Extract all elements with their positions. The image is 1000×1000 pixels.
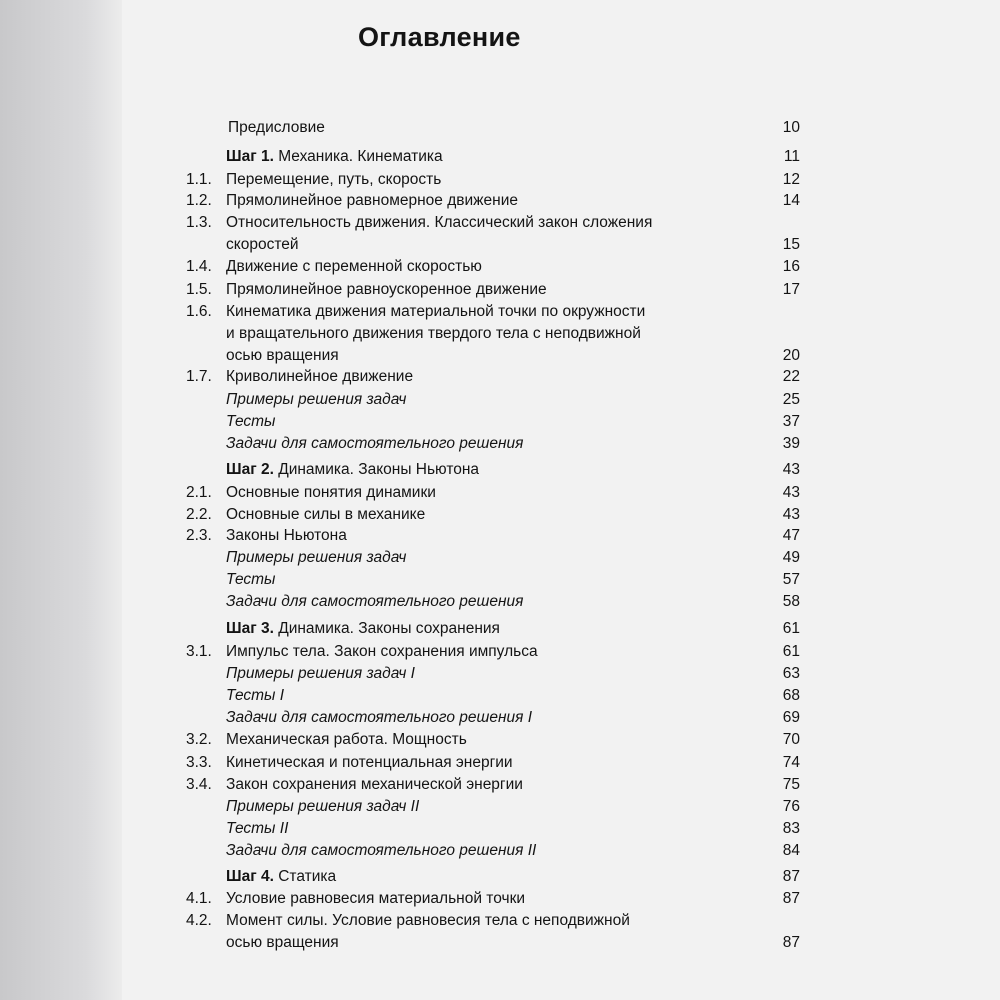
toc-entry-page: 69	[782, 709, 800, 726]
toc-entry-title: Шаг 2. Динамика. Законы Ньютона	[226, 461, 480, 478]
page-gutter	[0, 0, 122, 1000]
toc-entry-page: 17	[782, 281, 800, 298]
toc-entry-page: 37	[782, 413, 800, 430]
toc-entry-page: 87	[782, 868, 800, 885]
toc-entry-page: 12	[782, 171, 800, 188]
toc-entry-title-continued: и вращательного движения твердого тела с неподвижной	[226, 325, 641, 342]
toc-entry-title: Примеры решения задач	[226, 549, 407, 566]
page-title: Оглавление	[358, 22, 521, 52]
toc-entry-number: 1.2.	[186, 192, 212, 209]
toc-entry-title: Закон сохранения механической энергии	[226, 776, 523, 793]
toc-entry-title: Основные силы в механике	[226, 506, 426, 523]
toc-entry-title: Тесты	[226, 571, 276, 588]
toc-entry-title: Момент силы. Условие равновесия тела с неподвижной	[226, 912, 630, 929]
toc-entry-title: Импульс тела. Закон сохранения импульса	[226, 643, 538, 660]
toc-entry-page: 47	[782, 527, 800, 544]
toc-entry-page: 10	[782, 119, 800, 136]
toc-entry-number: 3.3.	[186, 754, 212, 771]
toc-entry-page: 68	[782, 687, 800, 704]
toc-entry-title: Кинетическая и потенциальная энергии	[226, 754, 513, 771]
toc-entry-page: 87	[782, 934, 800, 951]
toc-entry-number: 1.1.	[186, 171, 212, 188]
toc-entry-page: 61	[782, 643, 800, 660]
toc-entry-page: 15	[782, 236, 800, 253]
toc-entry-title: Прямолинейное равноускоренное движение	[226, 281, 547, 298]
toc-entry-page: 63	[782, 665, 800, 682]
toc-entry-title: Тесты I	[226, 687, 285, 704]
toc-entry-page: 74	[782, 754, 800, 771]
toc-entry-title: Задачи для самостоятельного решения	[226, 593, 524, 610]
toc-entry-title: Шаг 4. Статика	[226, 868, 337, 885]
toc-entry-title: Шаг 1. Механика. Кинематика	[226, 148, 443, 165]
toc-entry-title: Тесты II	[226, 820, 289, 837]
toc-entry-page: 83	[782, 820, 800, 837]
toc-entry-number: 3.4.	[186, 776, 212, 793]
toc-entry-page: 75	[782, 776, 800, 793]
toc-step-label: Шаг 3.	[226, 620, 279, 637]
toc-entry-title: Задачи для самостоятельного решения II	[226, 842, 537, 859]
toc-entry-number: 3.2.	[186, 731, 212, 748]
toc-step-label: Шаг 2.	[226, 461, 279, 478]
toc-entry-title-continued: скоростей	[226, 236, 299, 253]
toc-entry-title: Кинематика движения материальной точки по окружности	[226, 303, 646, 320]
toc-entry-page: 87	[782, 890, 800, 907]
toc-entry-title: Шаг 3. Динамика. Законы сохранения	[226, 620, 500, 637]
toc-entry-page: 49	[782, 549, 800, 566]
toc-entry-title: Основные понятия динамики	[226, 484, 436, 501]
toc-entry-page: 25	[782, 391, 800, 408]
toc-entry-title: Тесты	[226, 413, 276, 430]
toc-entry-title: Примеры решения задач	[226, 391, 407, 408]
toc-entry-title: Движение с переменной скоростью	[226, 258, 482, 275]
toc-entry-page: 57	[782, 571, 800, 588]
toc-entry-page: 11	[783, 148, 800, 165]
toc-entry-number: 1.4.	[186, 258, 212, 275]
toc-entry-title: Относительность движения. Классический закон сложения	[226, 214, 653, 231]
toc-entry-number: 2.1.	[186, 484, 212, 501]
toc-entry-title: Криволинейное движение	[226, 368, 414, 385]
toc-entry-title: Примеры решения задач I	[226, 665, 415, 682]
toc-entry-title: Прямолинейное равномерное движение	[226, 192, 518, 209]
toc-entry-number: 4.2.	[186, 912, 212, 929]
toc-entry-page: 14	[782, 192, 800, 209]
toc-entry-title-continued: осью вращения	[226, 934, 339, 951]
toc-entry-page: 16	[782, 258, 800, 275]
toc-step-label: Шаг 1.	[226, 148, 279, 165]
toc-entry-number: 2.3.	[186, 527, 212, 544]
toc-entry-number: 1.5.	[186, 281, 212, 298]
toc-entry-title: Задачи для самостоятельного решения	[226, 435, 524, 452]
toc-entry-page: 39	[782, 435, 800, 452]
toc-entry-number: 1.3.	[186, 214, 212, 231]
toc-entry-title: Предисловие	[228, 119, 325, 136]
toc-entry-page: 58	[782, 593, 800, 610]
toc-entry-page: 22	[782, 368, 800, 385]
toc-entry-page: 76	[782, 798, 800, 815]
toc-entry-page: 43	[782, 506, 800, 523]
toc-entry-title: Условие равновесия материальной точки	[226, 890, 526, 907]
toc-entry-page: 70	[782, 731, 800, 748]
toc-entry-title: Перемещение, путь, скорость	[226, 171, 442, 188]
toc-entry-number: 1.6.	[186, 303, 212, 320]
toc-step-label: Шаг 4.	[226, 868, 279, 885]
toc-entry-title-continued: осью вращения	[226, 347, 339, 364]
toc-entry-page: 43	[782, 461, 800, 478]
toc-entry-title: Задачи для самостоятельного решения I	[226, 709, 533, 726]
toc-entry-page: 84	[782, 842, 800, 859]
toc-entry-page: 61	[782, 620, 800, 637]
toc-entry-page: 20	[782, 347, 800, 364]
toc-entry-number: 2.2.	[186, 506, 212, 523]
toc-entry-title: Примеры решения задач II	[226, 798, 420, 815]
toc-entry-number: 4.1.	[186, 890, 212, 907]
toc-entry-title: Законы Ньютона	[226, 527, 347, 544]
toc-entry-number: 1.7.	[186, 368, 212, 385]
toc-entry-title: Механическая работа. Мощность	[226, 731, 467, 748]
toc-entry-number: 3.1.	[186, 643, 212, 660]
toc-entry-page: 43	[782, 484, 800, 501]
